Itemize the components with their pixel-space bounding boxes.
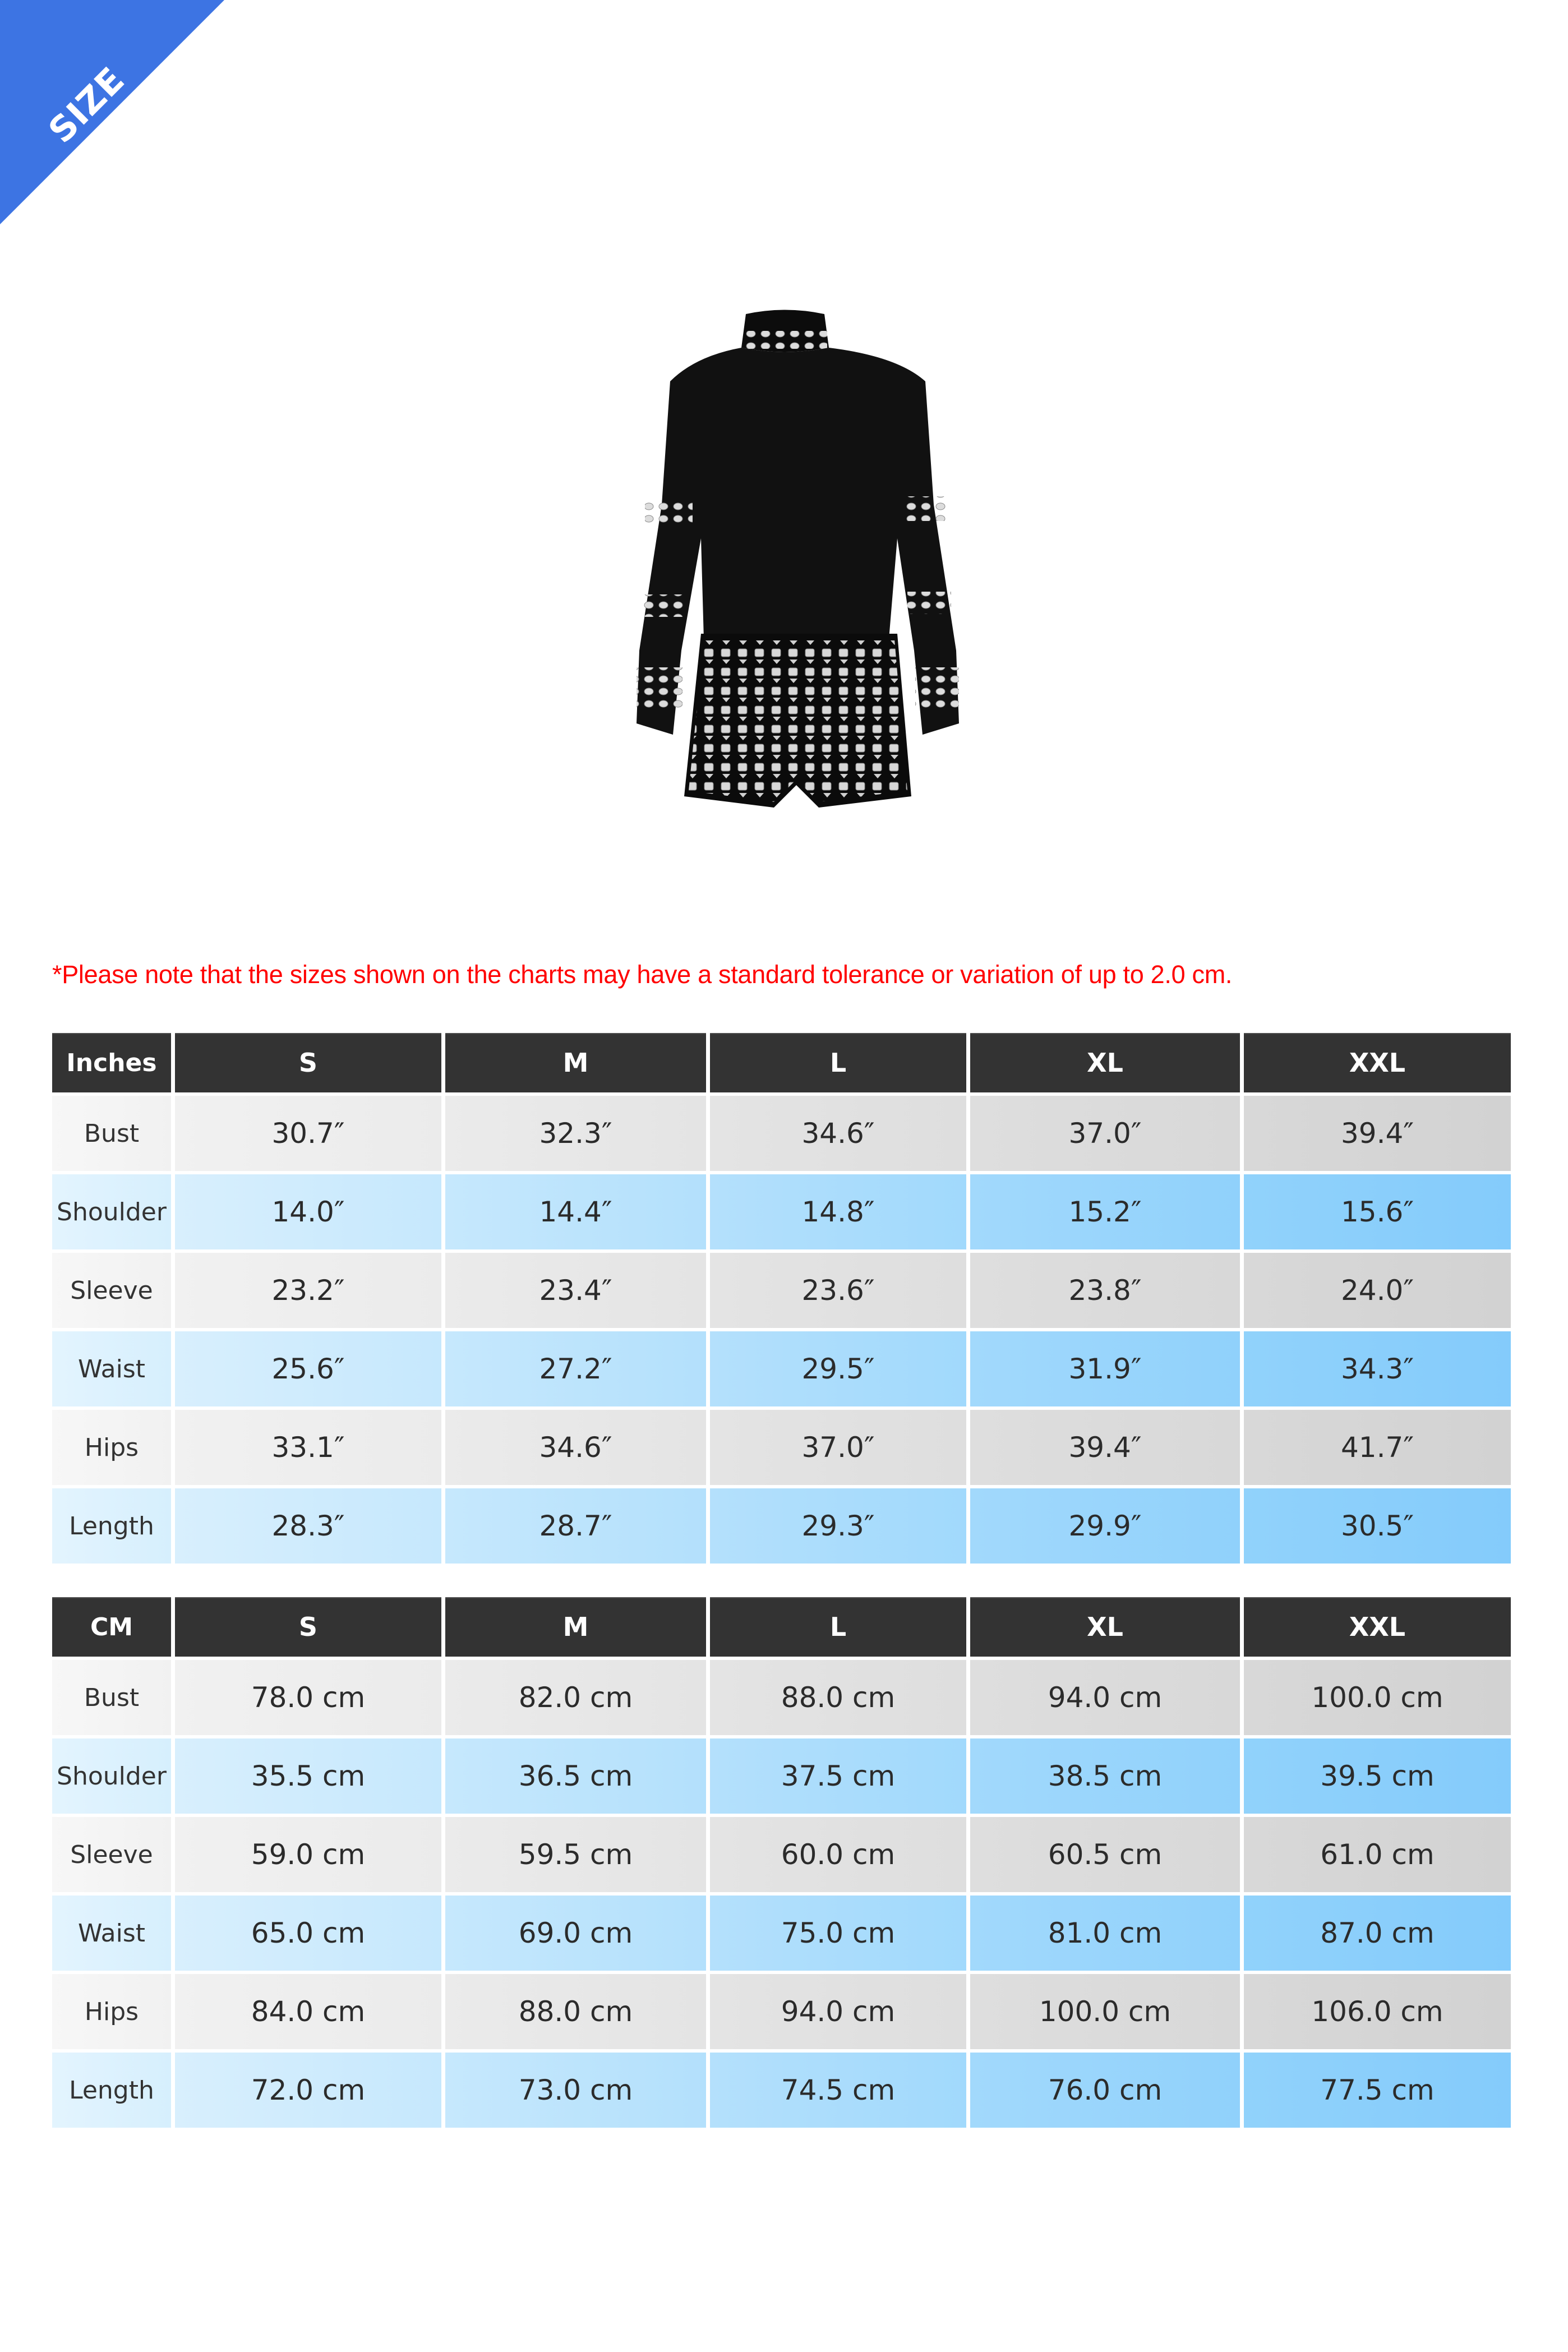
- table-cell: 59.5 cm: [445, 1817, 706, 1892]
- row-label: Shoulder: [52, 1174, 171, 1249]
- table-cell: 23.8″: [970, 1253, 1240, 1328]
- romper-illustration: [583, 303, 987, 836]
- table-cell: 39.4″: [1244, 1096, 1511, 1171]
- table-cell: 59.0 cm: [175, 1817, 441, 1892]
- table-cell: 61.0 cm: [1244, 1817, 1511, 1892]
- table-cell: 29.9″: [970, 1488, 1240, 1564]
- table-cell: 94.0 cm: [970, 1660, 1240, 1735]
- table-cell: 37.5 cm: [710, 1738, 966, 1814]
- size-header-l: L: [710, 1597, 966, 1657]
- table-cell: 41.7″: [1244, 1410, 1511, 1485]
- table-cell: 14.8″: [710, 1174, 966, 1249]
- table-cell: 39.5 cm: [1244, 1738, 1511, 1814]
- size-header-m: M: [445, 1597, 706, 1657]
- table-cell: 30.5″: [1244, 1488, 1511, 1564]
- table-cell: 88.0 cm: [445, 1974, 706, 2049]
- product-image: [583, 303, 987, 836]
- table-cell: 82.0 cm: [445, 1660, 706, 1735]
- size-header-xxl: XXL: [1244, 1033, 1511, 1092]
- unit-header: CM: [52, 1597, 171, 1657]
- table-cell: 31.9″: [970, 1331, 1240, 1406]
- ribbon-label: SIZE CHART: [40, 59, 177, 196]
- row-label: Waist: [52, 1896, 171, 1971]
- row-label: Waist: [52, 1331, 171, 1406]
- table-cell: 14.0″: [175, 1174, 441, 1249]
- table-cell: 28.7″: [445, 1488, 706, 1564]
- row-label: Hips: [52, 1974, 171, 2049]
- table-cell: 106.0 cm: [1244, 1974, 1511, 2049]
- table-cell: 37.0″: [710, 1410, 966, 1485]
- table-cell: 60.5 cm: [970, 1817, 1240, 1892]
- table-cell: 35.5 cm: [175, 1738, 441, 1814]
- table-cell: 100.0 cm: [1244, 1660, 1511, 1735]
- table-cell: 36.5 cm: [445, 1738, 706, 1814]
- size-header-l: L: [710, 1033, 966, 1092]
- table-cell: 24.0″: [1244, 1253, 1511, 1328]
- row-label: Length: [52, 1488, 171, 1564]
- table-cell: 84.0 cm: [175, 1974, 441, 2049]
- table-cell: 77.5 cm: [1244, 2053, 1511, 2128]
- tolerance-note: *Please note that the sizes shown on the charts may have a standard tolerance or variation of up to 2.0 cm.: [52, 960, 1233, 989]
- inches-size-table: [52, 1033, 1510, 1564]
- row-label: Sleeve: [52, 1817, 171, 1892]
- table-cell: 30.7″: [175, 1096, 441, 1171]
- table-cell: 34.6″: [710, 1096, 966, 1171]
- table-cell: 100.0 cm: [970, 1974, 1240, 2049]
- table-cell: 38.5 cm: [970, 1738, 1240, 1814]
- table-cell: 14.4″: [445, 1174, 706, 1249]
- table-cell: 29.3″: [710, 1488, 966, 1564]
- table-cell: 74.5 cm: [710, 2053, 966, 2128]
- table-cell: 29.5″: [710, 1331, 966, 1406]
- row-label: Hips: [52, 1410, 171, 1485]
- table-cell: 23.4″: [445, 1253, 706, 1328]
- cm-size-table: [52, 1597, 1510, 2128]
- row-label: Shoulder: [52, 1738, 171, 1814]
- row-label: Bust: [52, 1096, 171, 1171]
- table-cell: 25.6″: [175, 1331, 441, 1406]
- table-cell: 23.2″: [175, 1253, 441, 1328]
- size-chart-ribbon: [0, 0, 224, 224]
- table-cell: 69.0 cm: [445, 1896, 706, 1971]
- table-cell: 34.6″: [445, 1410, 706, 1485]
- row-label: Bust: [52, 1660, 171, 1735]
- row-label: Sleeve: [52, 1253, 171, 1328]
- size-header-xl: XL: [970, 1033, 1240, 1092]
- table-cell: 15.2″: [970, 1174, 1240, 1249]
- table-cell: 60.0 cm: [710, 1817, 966, 1892]
- table-cell: 28.3″: [175, 1488, 441, 1564]
- table-cell: 33.1″: [175, 1410, 441, 1485]
- table-cell: 88.0 cm: [710, 1660, 966, 1735]
- table-cell: 73.0 cm: [445, 2053, 706, 2128]
- size-header-s: S: [175, 1597, 441, 1657]
- table-cell: 37.0″: [970, 1096, 1240, 1171]
- table-cell: 39.4″: [970, 1410, 1240, 1485]
- table-cell: 94.0 cm: [710, 1974, 966, 2049]
- table-cell: 72.0 cm: [175, 2053, 441, 2128]
- table-cell: 75.0 cm: [710, 1896, 966, 1971]
- table-cell: 87.0 cm: [1244, 1896, 1511, 1971]
- size-header-s: S: [175, 1033, 441, 1092]
- table-cell: 27.2″: [445, 1331, 706, 1406]
- row-label: Length: [52, 2053, 171, 2128]
- size-header-m: M: [445, 1033, 706, 1092]
- table-cell: 81.0 cm: [970, 1896, 1240, 1971]
- table-cell: 32.3″: [445, 1096, 706, 1171]
- table-cell: 76.0 cm: [970, 2053, 1240, 2128]
- table-cell: 15.6″: [1244, 1174, 1511, 1249]
- table-cell: 23.6″: [710, 1253, 966, 1328]
- table-cell: 65.0 cm: [175, 1896, 441, 1971]
- table-cell: 34.3″: [1244, 1331, 1511, 1406]
- size-header-xl: XL: [970, 1597, 1240, 1657]
- unit-header: Inches: [52, 1033, 171, 1092]
- table-cell: 78.0 cm: [175, 1660, 441, 1735]
- size-header-xxl: XXL: [1244, 1597, 1511, 1657]
